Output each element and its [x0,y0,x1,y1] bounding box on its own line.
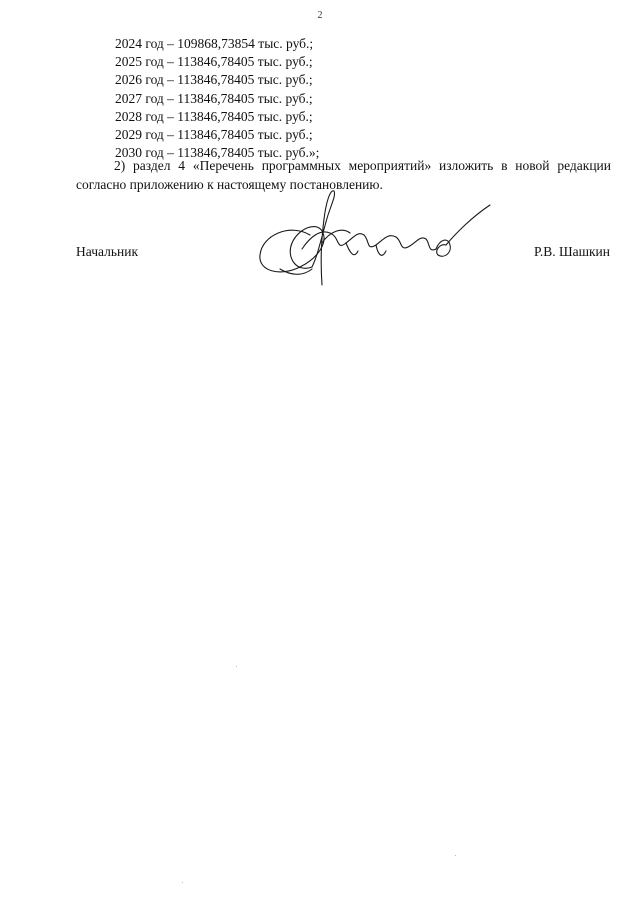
budget-line-2027: 2027 год – 113846,78405 тыс. руб.; [115,90,313,106]
budget-list [115,35,319,162]
budget-line-2026: 2026 год – 113846,78405 тыс. руб.; [115,72,313,88]
budget-line-2029: 2029 год – 113846,78405 тыс. руб.; [115,127,313,143]
scan-speck [236,666,237,667]
signatory-name: Р.В. Шашкин [534,244,610,259]
scan-speck [182,882,183,883]
budget-line-2028: 2028 год – 113846,78405 тыс. руб.; [115,108,313,124]
page-number: 2 [317,10,323,21]
budget-line-2024: 2024 год – 109868,73854 тыс. руб.; [115,36,314,51]
budget-line-2025: 2025 год – 113846,78405 тыс. руб.; [115,54,313,70]
handwritten-signature [250,185,500,300]
signatory-title: Начальник [76,244,139,259]
budget-line-2030: 2030 год – 113846,78405 тыс. руб.»; [115,145,320,161]
scan-speck [455,855,456,856]
amendment-paragraph: 2) раздел 4 «Перечень программных мероприятий» изложить в новой редакции согласно приложению к настоящему постановлению. [76,158,611,192]
